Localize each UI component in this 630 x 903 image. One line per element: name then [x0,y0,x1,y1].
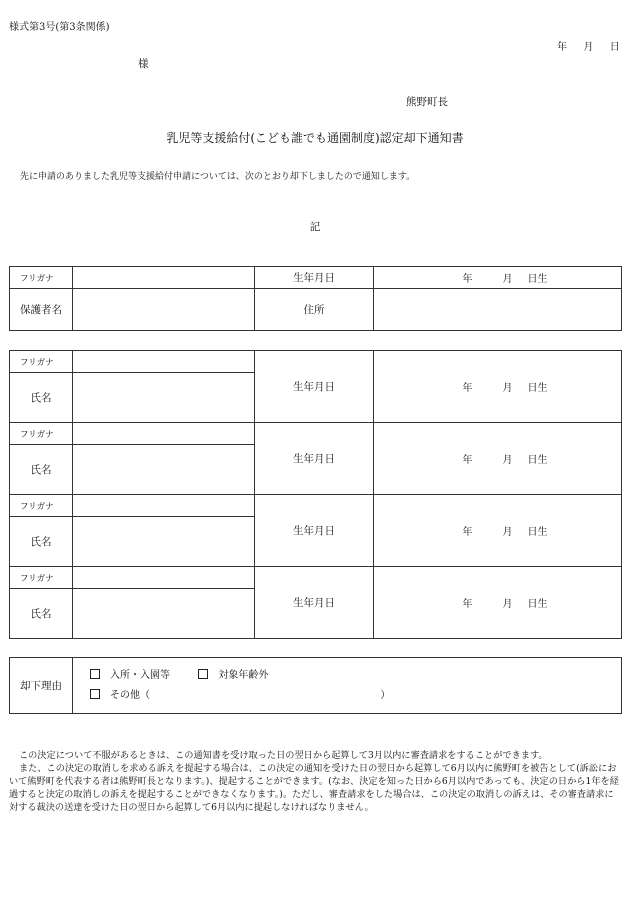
appeal-note: この決定について不服があるときは、この通知書を受け取った日の翌日から起算して3月以内に審査請求をすることができます。 [19,750,548,761]
form-number: 様式第3号(第3条関係) [9,22,110,33]
date-day: 日生 [527,383,548,394]
child-name-label: 氏名 [10,517,73,567]
checkbox-icon[interactable] [90,669,100,679]
date-year: 年 [462,455,473,466]
child-3-furigana-row [10,495,622,517]
child-name-field[interactable] [73,517,255,567]
date-day: 日生 [527,455,548,466]
date-month: 月 [502,599,513,610]
child-name-label: 氏名 [10,373,73,423]
address-label: 住所 [255,289,374,331]
children-table [9,350,622,639]
date-day: 日生 [527,274,548,285]
guardian-table [9,266,622,331]
child-birth-label: 生年月日 [255,351,374,423]
child-birth-label: 生年月日 [255,567,374,639]
reason-option-admission-label: 入所・入園等 [110,669,170,681]
child-furigana-field[interactable] [73,567,255,589]
child-furigana-field[interactable] [73,495,255,517]
date-year-label: 年 [557,42,567,53]
guardian-furigana-field[interactable] [73,267,255,289]
document-title: 乳児等支援給付(こども誰でも通園制度)認定却下通知書 [166,131,464,145]
reason-option-admission[interactable] [90,670,170,681]
child-birth-field[interactable] [374,351,622,423]
date-year: 年 [462,599,473,610]
reason-option-age[interactable] [198,670,268,681]
ki-heading: 記 [309,221,321,233]
reason-option-other[interactable] [90,690,150,701]
intro-text: 先に申請のありました乳児等支援給付申請については、次のとおり却下しましたので通知します。 [20,172,416,182]
date-day: 日生 [527,527,548,538]
child-name-field[interactable] [73,373,255,423]
date-year: 年 [462,274,473,285]
date-month: 月 [502,527,513,538]
reason-label: 却下理由 [10,658,73,714]
child-birth-field[interactable] [374,567,622,639]
child-name-label: 氏名 [10,445,73,495]
guardian-birth-field[interactable] [374,267,622,289]
address-field[interactable] [374,289,622,331]
date-month-label: 月 [583,42,594,53]
child-furigana-field[interactable] [73,351,255,373]
child-4-furigana-row [10,567,622,589]
child-furigana-label: フリガナ [10,351,73,373]
child-birth-field[interactable] [374,423,622,495]
guardian-furigana-label: フリガナ [10,267,73,289]
child-birth-label: 生年月日 [255,495,374,567]
date-month: 月 [502,455,513,466]
guardian-birth-label: 生年月日 [255,267,374,289]
reason-options [73,658,622,714]
addressee-suffix: 様 [138,58,149,70]
child-furigana-label: フリガナ [10,495,73,517]
date-year: 年 [462,383,473,394]
reason-option-age-label: 対象年齢外 [218,669,269,681]
child-1-furigana-row [10,351,622,373]
child-name-field[interactable] [73,445,255,495]
notes-section [9,749,619,814]
date-day-label: 日 [609,42,620,53]
child-furigana-label: フリガナ [10,423,73,445]
child-birth-field[interactable] [374,495,622,567]
date-month: 月 [502,274,513,285]
reason-close-paren: ） [380,689,391,701]
date-year: 年 [462,527,473,538]
reason-table [9,657,622,714]
child-name-label: 氏名 [10,589,73,639]
checkbox-icon[interactable] [90,689,100,699]
guardian-name-row [10,289,622,331]
child-furigana-field[interactable] [73,423,255,445]
guardian-furigana-row [10,267,622,289]
date-month: 月 [502,383,513,394]
reason-option-other-label: その他（ [110,689,150,701]
checkbox-icon[interactable] [198,669,208,679]
child-name-field[interactable] [73,589,255,639]
guardian-name-label: 保護者名 [10,289,73,331]
guardian-name-field[interactable] [73,289,255,331]
child-2-furigana-row [10,423,622,445]
child-furigana-label: フリガナ [10,567,73,589]
child-birth-label: 生年月日 [255,423,374,495]
issuer-name: 熊野町長 [406,96,448,108]
lawsuit-note: また、この決定の取消しを求める訴えを提起する場合は、この決定の通知を受けた日の翌日から起算して6月以内に熊野町を被告として(訴訟において熊野町を代表する者は熊野町長となります。)、提起することができます。(なお、決定を知った日から6月以内であっても、決定の日から1年を経過すると決定の取消しの訴えを提起することができなくなります。)。ただし、審査請求をした場合は、この決定の取消しの訴えは、その審査請求に対する裁決の送達を受けた日の翌日から起算して6月以内に提起しなければなりません。 [9,763,619,813]
date-line [557,38,620,53]
date-day: 日生 [527,599,548,610]
